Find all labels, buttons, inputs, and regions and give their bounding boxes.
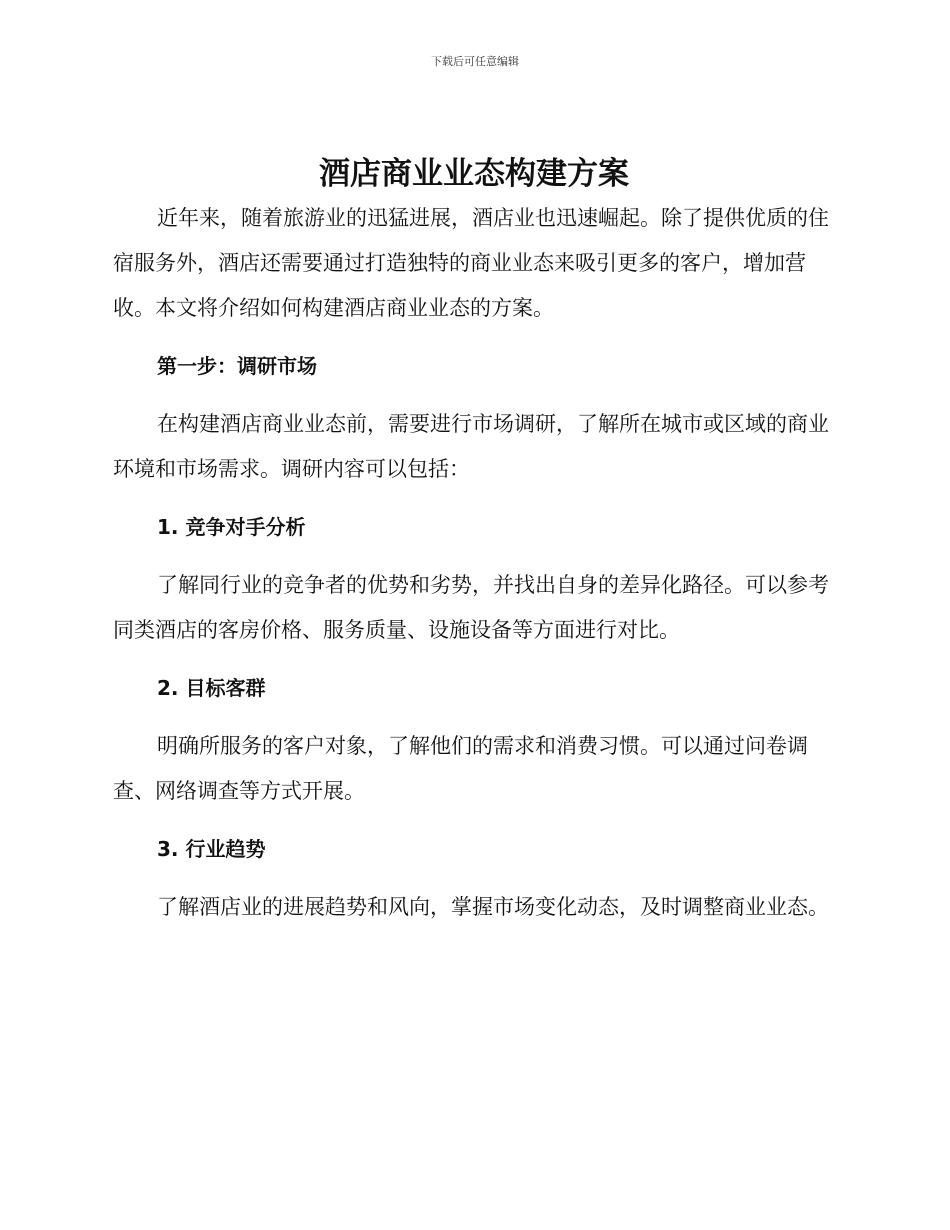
step1-paragraph: 在构建酒店商业业态前，需要进行市场调研，了解所在城市或区域的商业环境和市场需求。调研内容可以包括： <box>113 412 829 481</box>
spacer <box>113 331 835 344</box>
spacer <box>113 389 835 402</box>
spacer <box>113 711 835 724</box>
document-body <box>113 152 835 930</box>
section-heading-target: 2. 目标客群 <box>157 676 266 700</box>
section-heading-trend: 3. 行业趋势 <box>157 837 266 861</box>
header-note: 下载后可任意编辑 <box>431 55 519 68</box>
spacer <box>113 492 835 505</box>
document-title: 酒店商业业态构建方案 <box>319 156 629 192</box>
spacer <box>113 550 835 563</box>
section-paragraph-competitor: 了解同行业的竞争者的优势和劣势，并找出自身的差异化路径。可以参考同类酒店的客房价格、服务质量、设施设备等方面进行对比。 <box>113 573 829 642</box>
section-paragraph-target: 明确所服务的客户对象，了解他们的需求和消费习惯。可以通过问卷调查、网络调查等方式开展。 <box>113 734 808 803</box>
section-heading-competitor: 1. 竞争对手分析 <box>157 515 306 539</box>
spacer <box>113 814 835 827</box>
intro-paragraph: 近年来，随着旅游业的迅猛进展，酒店业也迅速崛起。除了提供优质的住宿服务外，酒店还需要通过打造独特的商业业态来吸引更多的客户，增加营收。本文将介绍如何构建酒店商业业态的方案。 <box>113 206 829 320</box>
spacer <box>113 872 835 885</box>
section-paragraph-trend: 了解酒店业的进展趋势和风向，掌握市场变化动态，及时调整商业业态。 <box>157 895 829 919</box>
spacer <box>113 653 835 666</box>
step1-heading: 第一步：调研市场 <box>157 354 317 378</box>
